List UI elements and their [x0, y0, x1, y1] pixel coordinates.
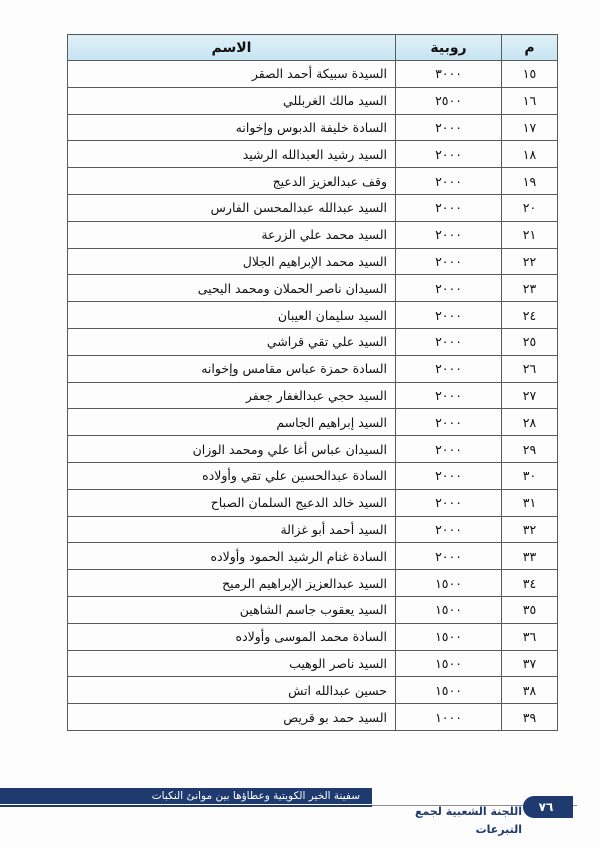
cell-rupees: ٢٠٠٠ — [396, 489, 502, 516]
donors-table — [67, 34, 558, 731]
table-row — [68, 87, 558, 114]
table-row — [68, 328, 558, 355]
table-row — [68, 436, 558, 463]
cell-number: ٢٩ — [502, 436, 558, 463]
cell-rupees: ٢٠٠٠ — [396, 302, 502, 329]
cell-name: السيد مالك الغربللي — [68, 87, 396, 114]
cell-number: ٢٢ — [502, 248, 558, 275]
cell-number: ٣٧ — [502, 650, 558, 677]
cell-number: ٢٦ — [502, 355, 558, 382]
cell-rupees: ١٥٠٠ — [396, 623, 502, 650]
cell-number: ٣٣ — [502, 543, 558, 570]
header-number: م — [502, 35, 558, 61]
table-row — [68, 570, 558, 597]
cell-number: ٣٨ — [502, 677, 558, 704]
cell-rupees: ٢٠٠٠ — [396, 221, 502, 248]
cell-number: ٢٧ — [502, 382, 558, 409]
cell-rupees: ١٥٠٠ — [396, 677, 502, 704]
cell-name: السيد محمد علي الزرعة — [68, 221, 396, 248]
cell-name: السادة خليفة الدبوس وإخوانه — [68, 114, 396, 141]
cell-number: ٣٤ — [502, 570, 558, 597]
table-row — [68, 543, 558, 570]
cell-name: السيد عبدالعزيز الإبراهيم الرميح — [68, 570, 396, 597]
table-row — [68, 61, 558, 88]
cell-rupees: ٢٠٠٠ — [396, 168, 502, 195]
cell-name: السادة حمزة عباس مقامس وإخوانه — [68, 355, 396, 382]
cell-rupees: ٢٠٠٠ — [396, 409, 502, 436]
cell-name: وقف عبدالعزيز الدعيج — [68, 168, 396, 195]
book-title: سفينة الخير الكويتية وعطاؤها بين موانئ النكبات — [151, 790, 360, 802]
table-row — [68, 355, 558, 382]
page-number: ٧٦ — [538, 800, 554, 814]
cell-name: السيدان ناصر الحملان ومحمد اليحيى — [68, 275, 396, 302]
table-row — [68, 275, 558, 302]
cell-name: السيد محمد الإبراهيم الجلال — [68, 248, 396, 275]
table-row — [68, 302, 558, 329]
table-header-row — [68, 35, 558, 61]
cell-rupees: ٢٠٠٠ — [396, 462, 502, 489]
cell-name: السيد ناصر الوهيب — [68, 650, 396, 677]
cell-rupees: ٢٠٠٠ — [396, 328, 502, 355]
table-row — [68, 221, 558, 248]
cell-name: السيد سليمان العيبان — [68, 302, 396, 329]
cell-name: السيد رشيد العبدالله الرشيد — [68, 141, 396, 168]
footer-underline — [0, 805, 372, 807]
cell-rupees: ٢٠٠٠ — [396, 543, 502, 570]
cell-name: السيدان عباس أغا علي ومحمد الوزان — [68, 436, 396, 463]
cell-rupees: ٢٥٠٠ — [396, 87, 502, 114]
cell-name: حسين عبدالله اتش — [68, 677, 396, 704]
table-row — [68, 114, 558, 141]
cell-number: ٢٣ — [502, 275, 558, 302]
cell-rupees: ٢٠٠٠ — [396, 194, 502, 221]
cell-number: ٣٠ — [502, 462, 558, 489]
table-row — [68, 596, 558, 623]
cell-number: ٣٩ — [502, 704, 558, 731]
committee-name: اللجنة الشعبية لجمع التبرعات — [414, 805, 522, 836]
table-row — [68, 141, 558, 168]
cell-rupees: ١٥٠٠ — [396, 570, 502, 597]
table-row — [68, 248, 558, 275]
table-row — [68, 489, 558, 516]
cell-number: ٣٥ — [502, 596, 558, 623]
cell-number: ٢٨ — [502, 409, 558, 436]
header-rupees: روبية — [396, 35, 502, 61]
cell-name: السيد أحمد أبو غزالة — [68, 516, 396, 543]
table-row — [68, 623, 558, 650]
cell-number: ١٨ — [502, 141, 558, 168]
cell-rupees: ٢٠٠٠ — [396, 436, 502, 463]
cell-name: السيد حجي عبدالغفار جعفر — [68, 382, 396, 409]
cell-name: السادة محمد الموسى وأولاده — [68, 623, 396, 650]
cell-number: ١٩ — [502, 168, 558, 195]
cell-rupees: ٢٠٠٠ — [396, 275, 502, 302]
cell-name: السيد إبراهيم الجاسم — [68, 409, 396, 436]
cell-rupees: ٢٠٠٠ — [396, 114, 502, 141]
header-name: الاسم — [68, 35, 396, 61]
cell-rupees: ٢٠٠٠ — [396, 516, 502, 543]
cell-number: ١٧ — [502, 114, 558, 141]
cell-rupees: ٣٠٠٠ — [396, 61, 502, 88]
cell-name: السادة عبدالحسين علي تقي وأولاده — [68, 462, 396, 489]
cell-rupees: ٢٠٠٠ — [396, 141, 502, 168]
cell-rupees: ١٠٠٠ — [396, 704, 502, 731]
cell-number: ١٦ — [502, 87, 558, 114]
cell-name: السيد خالد الدعيج السلمان الصباح — [68, 489, 396, 516]
table-row — [68, 650, 558, 677]
table-row — [68, 409, 558, 436]
cell-number: ٣٦ — [502, 623, 558, 650]
table-row — [68, 462, 558, 489]
table-row — [68, 704, 558, 731]
table-row — [68, 382, 558, 409]
cell-name: السادة غنام الرشيد الحمود وأولاده — [68, 543, 396, 570]
table-row — [68, 677, 558, 704]
cell-number: ٣١ — [502, 489, 558, 516]
cell-rupees: ٢٠٠٠ — [396, 355, 502, 382]
cell-rupees: ٢٠٠٠ — [396, 382, 502, 409]
cell-number: ٢١ — [502, 221, 558, 248]
cell-name: السيد علي تقي قراشي — [68, 328, 396, 355]
cell-number: ٢٥ — [502, 328, 558, 355]
table-row — [68, 168, 558, 195]
cell-rupees: ١٥٠٠ — [396, 596, 502, 623]
cell-rupees: ١٥٠٠ — [396, 650, 502, 677]
cell-name: السيد يعقوب جاسم الشاهين — [68, 596, 396, 623]
cell-number: ١٥ — [502, 61, 558, 88]
table-row — [68, 516, 558, 543]
cell-number: ٢٠ — [502, 194, 558, 221]
cell-number: ٣٢ — [502, 516, 558, 543]
cell-rupees: ٢٠٠٠ — [396, 248, 502, 275]
table-row — [68, 194, 558, 221]
cell-name: السيد عبدالله عبدالمحسن الفارس — [68, 194, 396, 221]
cell-name: السيدة سبيكة أحمد الصقر — [68, 61, 396, 88]
cell-name: السيد حمد بو قريص — [68, 704, 396, 731]
cell-number: ٢٤ — [502, 302, 558, 329]
